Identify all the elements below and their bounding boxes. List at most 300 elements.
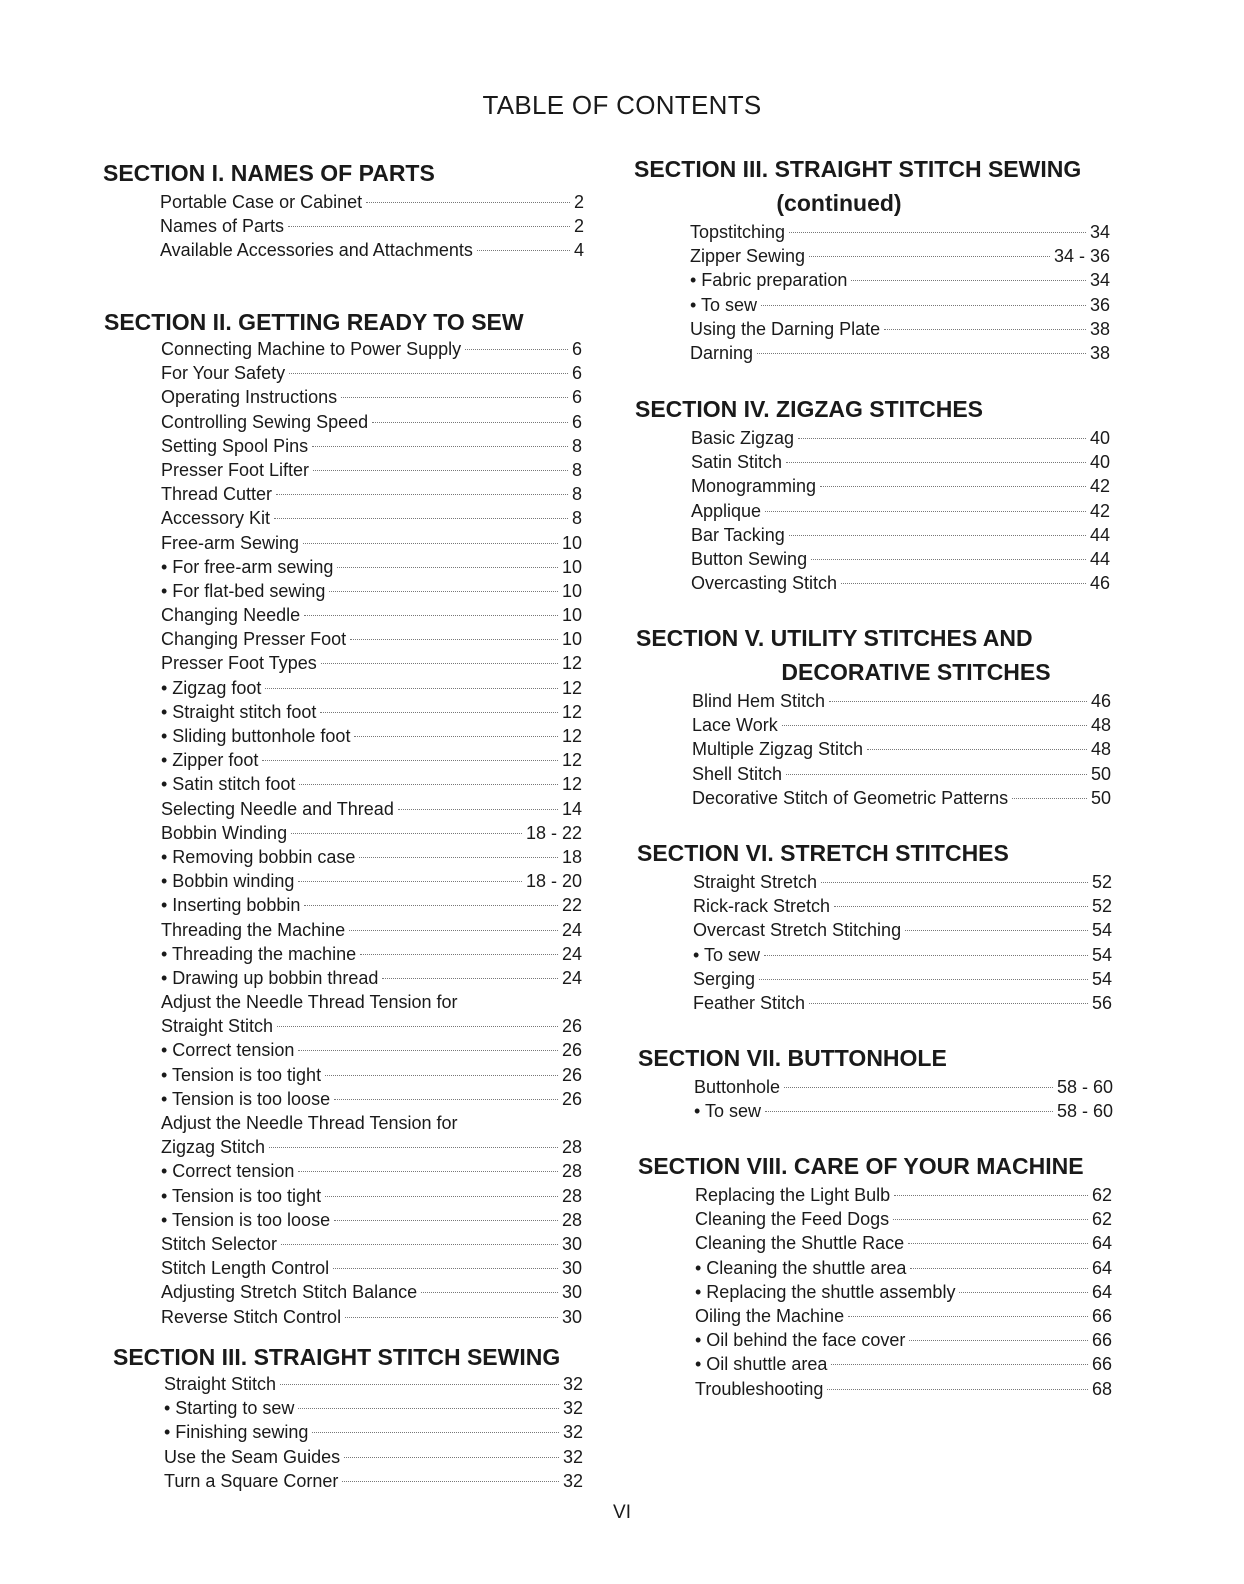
toc-entry-label: • Tension is too tight: [161, 1185, 322, 1206]
leader-dots: [765, 511, 1086, 512]
leader-dots: [359, 857, 558, 858]
leader-dots: [349, 930, 558, 931]
entry-list: [695, 1183, 1112, 1401]
toc-entry-label: Blind Hem Stitch: [692, 691, 826, 711]
section-heading: SECTION II. GETTING READY TO SEW: [104, 309, 524, 335]
toc-entry: [161, 1305, 582, 1329]
leader-dots: [325, 1075, 558, 1076]
toc-entry-label: • Finishing sewing: [164, 1422, 309, 1443]
leader-dots: [894, 1195, 1088, 1196]
toc-entry-page: 26: [561, 1064, 582, 1085]
toc-entry-page: 48: [1090, 739, 1111, 760]
leader-dots: [848, 1316, 1088, 1317]
toc-entry-page: 34 - 36: [1053, 246, 1110, 267]
leader-dots: [908, 1243, 1088, 1244]
toc-entry-label: Turn a Square Corner: [164, 1470, 339, 1491]
toc-entry-label: • To sew: [694, 1101, 761, 1122]
entry-list: [692, 689, 1111, 810]
toc-entry-label: Presser Foot Lifter: [161, 459, 310, 480]
toc-entry-page: 54: [1091, 944, 1112, 965]
section-heading: SECTION IV. ZIGZAG STITCHES: [635, 396, 984, 422]
toc-entry: [161, 603, 582, 627]
toc-entry: [161, 966, 582, 990]
toc-entry: [161, 434, 582, 458]
toc-entry-page: 34: [1089, 270, 1110, 291]
toc-entry-label: Presser Foot Types: [161, 653, 317, 674]
toc-entry: [691, 474, 1110, 498]
toc-entry-label: Straight Stretch: [693, 872, 818, 892]
toc-entry: [690, 220, 1110, 244]
toc-entry: [161, 337, 582, 361]
leader-dots: [821, 882, 1088, 883]
leader-dots: [784, 1087, 1053, 1088]
leader-dots: [320, 712, 558, 713]
toc-entry: [161, 918, 582, 942]
toc-entry: [161, 821, 582, 845]
toc-entry-page: 58 - 60: [1056, 1077, 1113, 1097]
section-heading: SECTION I. NAMES OF PARTS: [103, 160, 435, 186]
toc-entry: [161, 942, 582, 966]
toc-entry-page: 24: [561, 919, 582, 940]
toc-entry: [691, 426, 1110, 450]
toc-entry-page: 12: [561, 701, 582, 722]
toc-entry: [161, 651, 582, 675]
toc-entry-page: 12: [561, 726, 582, 746]
toc-entry-label: Stitch Length Control: [161, 1258, 330, 1279]
toc-entry-label: Using the Darning Plate: [690, 318, 881, 339]
entry-list: [693, 870, 1112, 1015]
toc-entry: [690, 268, 1110, 292]
leader-dots: [298, 1408, 559, 1409]
toc-entry: [161, 893, 582, 917]
toc-entry-label: • Sliding buttonhole foot: [161, 726, 351, 746]
toc-entry-page: 42: [1089, 476, 1110, 497]
toc-entry-label: • Correct tension: [161, 1161, 295, 1182]
toc-entry: [161, 1111, 582, 1135]
section-heading-continued: (continued): [776, 190, 902, 216]
toc-entry-label: • Tension is too loose: [161, 1088, 331, 1109]
toc-entry: [692, 786, 1111, 810]
toc-entry: [692, 689, 1111, 713]
toc-entry-page: 4: [573, 240, 584, 261]
leader-dots: [262, 760, 558, 761]
toc-entry: [161, 772, 582, 796]
section-heading-continued: DECORATIVE STITCHES: [781, 659, 1051, 685]
toc-entry: [695, 1280, 1112, 1304]
toc-entry: [695, 1207, 1112, 1231]
toc-entry-page: 42: [1089, 500, 1110, 521]
toc-entry-label: Names of Parts: [160, 216, 285, 237]
leader-dots: [811, 559, 1086, 560]
toc-entry-page: 14: [561, 798, 582, 819]
toc-entry-page: 32: [562, 1446, 583, 1467]
leader-dots: [765, 1111, 1053, 1112]
toc-entry-label: Changing Presser Foot: [161, 629, 347, 650]
toc-entry: [161, 797, 582, 821]
toc-entry: [161, 1038, 582, 1062]
entry-list: [164, 1372, 583, 1493]
page-number: VI: [613, 1502, 631, 1523]
toc-entry-label: Overcasting Stitch: [691, 573, 838, 594]
toc-entry-label: • Inserting bobbin: [161, 895, 301, 916]
toc-entry: [161, 627, 582, 651]
toc-entry: [164, 1469, 583, 1493]
toc-entry: [161, 410, 582, 434]
toc-entry-page: 40: [1089, 428, 1110, 448]
leader-dots: [333, 1268, 558, 1269]
leader-dots: [421, 1292, 558, 1293]
toc-entry: [693, 870, 1112, 894]
toc-entry: [692, 762, 1111, 786]
toc-entry-page: 32: [562, 1398, 583, 1419]
entry-list: [694, 1075, 1113, 1123]
leader-dots: [313, 470, 568, 471]
toc-entry-page: 18 - 20: [525, 871, 582, 892]
toc-entry-page: 24: [561, 943, 582, 964]
leader-dots: [280, 1384, 559, 1385]
entry-list: [691, 426, 1110, 595]
section-heading: SECTION VII. BUTTONHOLE: [638, 1045, 947, 1071]
toc-entry-label: Zipper Sewing: [690, 246, 806, 267]
leader-dots: [789, 232, 1086, 233]
toc-entry: [161, 531, 582, 555]
toc-entry: [693, 991, 1112, 1015]
leader-dots: [291, 833, 522, 834]
toc-entry: [164, 1372, 583, 1396]
toc-entry-page: 28: [561, 1137, 582, 1158]
toc-entry-label: Button Sewing: [691, 548, 808, 569]
section-heading: SECTION V. UTILITY STITCHES AND: [636, 625, 1033, 651]
toc-entry: [693, 918, 1112, 942]
toc-entry: [161, 1280, 582, 1304]
toc-entry-label: Rick-rack Stretch: [693, 896, 831, 917]
toc-entry-page: 12: [561, 677, 582, 698]
toc-entry-page: 58 - 60: [1056, 1101, 1113, 1122]
entry-list: [161, 337, 582, 1329]
toc-entry-page: 26: [561, 1040, 582, 1061]
toc-entry: [161, 1232, 582, 1256]
leader-dots: [829, 701, 1087, 702]
leader-dots: [321, 663, 558, 664]
leader-dots: [277, 1026, 558, 1027]
toc-entry-page: 52: [1091, 872, 1112, 892]
toc-entry-label: Basic Zigzag: [691, 428, 795, 448]
toc-entry-label: Multiple Zigzag Stitch: [692, 739, 864, 760]
toc-entry: [694, 1099, 1113, 1123]
toc-entry-page: 26: [561, 1016, 582, 1037]
toc-entry: [690, 341, 1110, 365]
toc-entry-page: 8: [571, 435, 582, 456]
toc-entry-label: • Zigzag foot: [161, 677, 262, 698]
toc-entry-label: Straight Stitch: [164, 1374, 277, 1394]
toc-entry-label: Adjust the Needle Thread Tension for: [161, 1113, 458, 1133]
toc-entry: [161, 869, 582, 893]
toc-entry: [161, 361, 582, 385]
toc-entry-label: Threading the Machine: [161, 919, 346, 940]
toc-entry-page: 40: [1089, 452, 1110, 473]
leader-dots: [1012, 798, 1087, 799]
toc-entry-page: 24: [561, 967, 582, 988]
toc-entry: [161, 1135, 582, 1159]
leader-dots: [820, 486, 1086, 487]
toc-entry-page: 44: [1089, 548, 1110, 569]
toc-entry-label: • Fabric preparation: [690, 270, 848, 291]
section-6: [637, 836, 1112, 1015]
toc-entry-page: 22: [561, 895, 582, 916]
section-heading: SECTION III. STRAIGHT STITCH SEWING: [113, 1344, 561, 1370]
leader-dots: [809, 256, 1050, 257]
toc-entry-page: 62: [1091, 1209, 1112, 1230]
leader-dots: [312, 1432, 559, 1433]
leader-dots: [342, 1481, 559, 1482]
toc-entry-page: 66: [1091, 1305, 1112, 1326]
toc-entry-label: Straight Stitch: [161, 1016, 274, 1037]
toc-entry-page: 30: [561, 1282, 582, 1303]
toc-entry-page: 36: [1089, 294, 1110, 315]
toc-entry-page: 30: [561, 1306, 582, 1327]
section-7: [638, 1041, 1113, 1123]
toc-entry: [695, 1377, 1112, 1401]
toc-entry-page: 8: [571, 508, 582, 529]
leader-dots: [834, 906, 1088, 907]
toc-entry: [161, 1063, 582, 1087]
toc-entry-label: • Cleaning the shuttle area: [695, 1257, 907, 1278]
toc-entry: [690, 293, 1110, 317]
toc-entry-label: Free-arm Sewing: [161, 532, 300, 553]
toc-entry: [160, 238, 584, 262]
toc-entry-label: Available Accessories and Attachments: [160, 240, 473, 261]
toc-entry: [161, 579, 582, 603]
toc-entry-page: 2: [573, 192, 584, 212]
toc-entry-page: 32: [562, 1422, 583, 1443]
toc-entry: [692, 713, 1111, 737]
toc-entry-page: 66: [1091, 1330, 1112, 1351]
toc-entry-page: 12: [561, 750, 582, 771]
toc-entry-label: Reverse Stitch Control: [161, 1306, 342, 1327]
toc-entry: [695, 1328, 1112, 1352]
leader-dots: [382, 978, 558, 979]
toc-entry-label: Overcast Stretch Stitching: [693, 920, 902, 941]
toc-entry-label: • To sew: [690, 294, 757, 315]
toc-entry-page: 18: [561, 846, 582, 867]
leader-dots: [759, 979, 1088, 980]
leader-dots: [465, 349, 568, 350]
leader-dots: [269, 1147, 558, 1148]
toc-entry: [164, 1420, 583, 1444]
leader-dots: [398, 809, 558, 810]
toc-entry-page: 68: [1091, 1378, 1112, 1399]
section-heading: SECTION VI. STRETCH STITCHES: [637, 840, 1009, 866]
toc-entry-label: Adjusting Stretch Stitch Balance: [161, 1282, 418, 1303]
leader-dots: [325, 1196, 558, 1197]
toc-entry: [691, 547, 1110, 571]
leader-dots: [851, 280, 1086, 281]
section-5: [636, 621, 1111, 810]
leader-dots: [337, 567, 558, 568]
toc-entry: [161, 458, 582, 482]
toc-entry-page: 54: [1091, 968, 1112, 989]
toc-entry: [161, 700, 582, 724]
toc-entry: [692, 737, 1111, 761]
toc-entry-label: Accessory Kit: [161, 508, 271, 529]
toc-entry: [161, 676, 582, 700]
toc-entry-page: 10: [561, 580, 582, 601]
toc-entry-page: 6: [571, 387, 582, 408]
leader-dots: [303, 543, 558, 544]
toc-entry-label: Cleaning the Feed Dogs: [695, 1209, 890, 1230]
toc-entry: [161, 555, 582, 579]
leader-dots: [372, 422, 568, 423]
toc-entry-label: Replacing the Light Bulb: [695, 1185, 891, 1205]
toc-entry-page: 44: [1089, 524, 1110, 545]
leader-dots: [910, 1268, 1088, 1269]
toc-entry-page: 38: [1089, 318, 1110, 339]
toc-entry-page: 64: [1091, 1233, 1112, 1254]
toc-entry-page: 28: [561, 1209, 582, 1230]
toc-entry-label: • Removing bobbin case: [161, 846, 356, 867]
leader-dots: [298, 881, 522, 882]
section-3: [113, 1342, 583, 1493]
toc-entry-label: Operating Instructions: [161, 387, 338, 408]
toc-entry-label: • Starting to sew: [164, 1398, 295, 1419]
toc-entry-page: 8: [571, 459, 582, 480]
toc-entry-label: Applique: [691, 500, 762, 521]
leader-dots: [831, 1364, 1088, 1365]
toc-entry-page: 50: [1090, 787, 1111, 808]
toc-entry: [695, 1183, 1112, 1207]
leader-dots: [265, 688, 558, 689]
toc-entry-page: 28: [561, 1161, 582, 1182]
toc-entry: [161, 482, 582, 506]
toc-entry-page: 30: [561, 1233, 582, 1254]
toc-entry-label: Thread Cutter: [161, 484, 273, 505]
leader-dots: [344, 1457, 559, 1458]
toc-entry: [695, 1256, 1112, 1280]
leader-dots: [909, 1340, 1088, 1341]
toc-entry: [161, 990, 582, 1014]
toc-entry-page: 64: [1091, 1281, 1112, 1302]
leader-dots: [298, 1050, 558, 1051]
toc-entry: [694, 1075, 1113, 1099]
toc-entry-page: 52: [1091, 896, 1112, 917]
toc-entry-page: 38: [1089, 342, 1110, 363]
toc-entry: [164, 1445, 583, 1469]
toc-entry: [693, 943, 1112, 967]
toc-entry: [691, 450, 1110, 474]
section-2: [104, 307, 582, 1329]
toc-entry-label: • Zipper foot: [161, 750, 259, 771]
section-3-continued: [634, 152, 1110, 365]
leader-dots: [477, 250, 570, 251]
toc-entry-page: 6: [571, 363, 582, 384]
toc-entry: [695, 1352, 1112, 1376]
section-heading: SECTION VIII. CARE OF YOUR MACHINE: [638, 1153, 1084, 1179]
leader-dots: [761, 305, 1086, 306]
toc-entry-label: • Oil shuttle area: [695, 1354, 828, 1375]
toc-entry-label: Controlling Sewing Speed: [161, 411, 369, 432]
toc-entry: [690, 317, 1110, 341]
toc-entry-page: 32: [562, 1374, 583, 1394]
toc-entry-label: Stitch Selector: [161, 1233, 278, 1254]
toc-entry: [164, 1396, 583, 1420]
leader-dots: [841, 583, 1086, 584]
toc-entry-label: Changing Needle: [161, 605, 301, 626]
toc-entry: [690, 244, 1110, 268]
toc-entry-page: 62: [1091, 1185, 1112, 1205]
leader-dots: [312, 446, 568, 447]
toc-entry-page: 12: [561, 653, 582, 674]
toc-entry-label: For Your Safety: [161, 363, 286, 384]
leader-dots: [366, 202, 570, 203]
leader-dots: [809, 1003, 1088, 1004]
toc-entry-label: Cleaning the Shuttle Race: [695, 1233, 905, 1254]
toc-entry-page: 18 - 22: [525, 822, 582, 843]
toc-entry-label: Selecting Needle and Thread: [161, 798, 394, 819]
leader-dots: [905, 930, 1088, 931]
leader-dots: [298, 1171, 558, 1172]
toc-entry-label: Darning: [690, 342, 754, 363]
toc-entry-page: 46: [1090, 691, 1111, 711]
leader-dots: [867, 749, 1087, 750]
leader-dots: [884, 329, 1086, 330]
toc-entry-label: Shell Stitch: [692, 763, 783, 784]
toc-entry-page: 2: [573, 216, 584, 237]
toc-entry-label: • For free-arm sewing: [161, 556, 334, 577]
leader-dots: [798, 438, 1086, 439]
leader-dots: [350, 639, 558, 640]
toc-entry: [161, 1087, 582, 1111]
leader-dots: [274, 518, 568, 519]
toc-entry-label: Bobbin Winding: [161, 822, 288, 843]
section-8: [638, 1149, 1112, 1401]
toc-entry: [161, 385, 582, 409]
leader-dots: [757, 353, 1086, 354]
leader-dots: [959, 1292, 1088, 1293]
toc-entry-label: • Bobbin winding: [161, 871, 295, 892]
section-4: [635, 392, 1110, 595]
leader-dots: [304, 905, 558, 906]
leader-dots: [289, 373, 568, 374]
toc-entry-page: 10: [561, 605, 582, 626]
leader-dots: [782, 725, 1087, 726]
toc-entry-label: Satin Stitch: [691, 452, 783, 473]
leader-dots: [299, 784, 558, 785]
toc-entry-page: 10: [561, 532, 582, 553]
toc-entry: [160, 214, 584, 238]
leader-dots: [345, 1317, 558, 1318]
toc-entry: [161, 1014, 582, 1038]
toc-entry-label: • Tension is too loose: [161, 1209, 331, 1230]
toc-entry-label: Zigzag Stitch: [161, 1137, 266, 1158]
toc-entry-label: • Tension is too tight: [161, 1064, 322, 1085]
toc-entry-label: Serging: [693, 968, 756, 989]
toc-entry-label: Feather Stitch: [693, 992, 806, 1013]
toc-entry-label: • Replacing the shuttle assembly: [695, 1281, 956, 1302]
toc-entry-page: 26: [561, 1088, 582, 1109]
toc-entry-label: • Straight stitch foot: [161, 701, 317, 722]
toc-entry-label: • Satin stitch foot: [161, 774, 296, 795]
toc-entry-page: 30: [561, 1258, 582, 1279]
toc-entry-label: • Threading the machine: [161, 943, 357, 964]
toc-entry: [695, 1231, 1112, 1255]
toc-entry: [161, 845, 582, 869]
leader-dots: [304, 615, 558, 616]
entry-list: [690, 220, 1110, 365]
toc-entry: [691, 571, 1110, 595]
toc-entry-label: Connecting Machine to Power Supply: [161, 339, 462, 359]
toc-entry-page: 10: [561, 629, 582, 650]
toc-entry-page: 46: [1089, 573, 1110, 594]
